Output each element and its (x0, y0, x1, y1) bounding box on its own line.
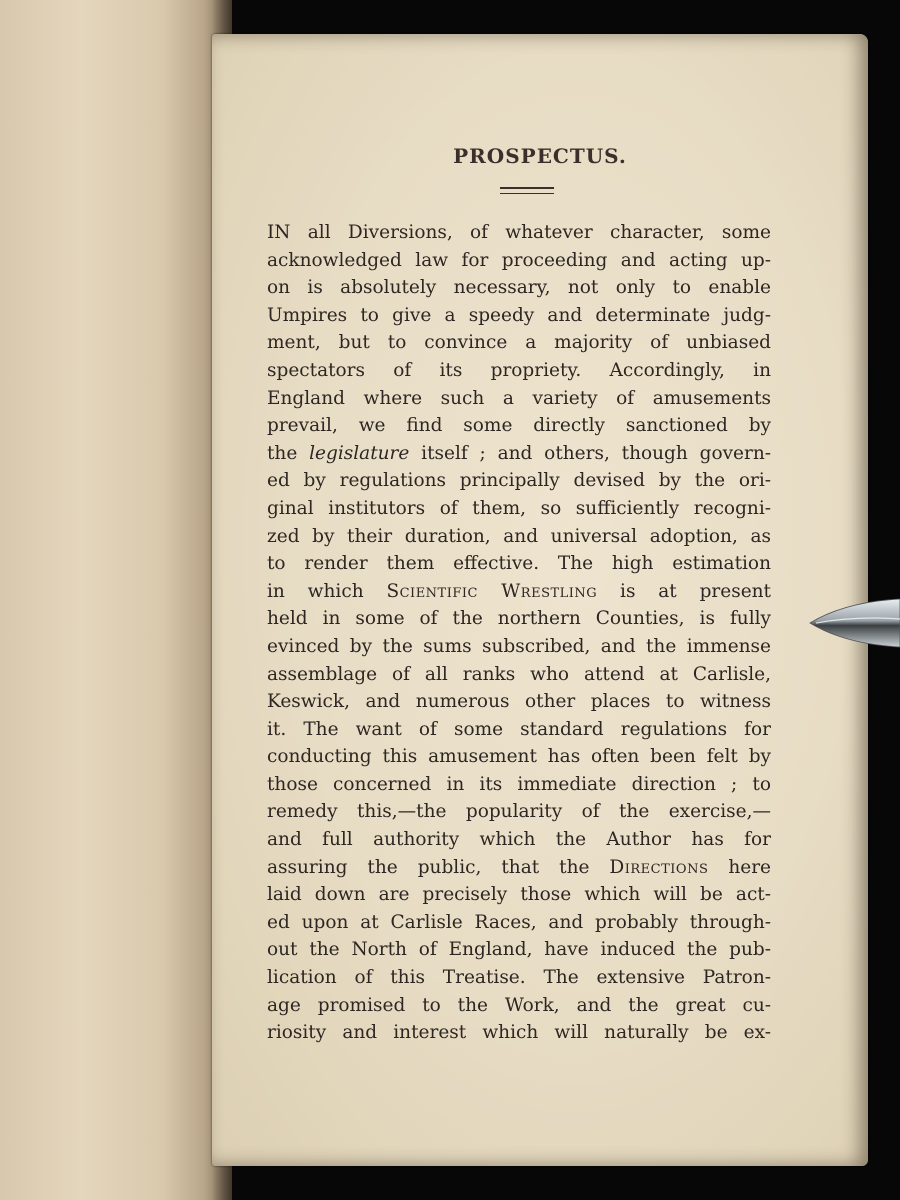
text-line: on is absolutely necessary, not only to enable (267, 277, 771, 299)
text-line: evinced by the sums subscribed, and the immense (267, 635, 771, 657)
text-line: held in some of the northern Counties, is fully (267, 608, 771, 630)
left-page-edge (0, 0, 232, 1200)
title-rule (500, 187, 554, 194)
text-line: it. The want of some standard regulations for (267, 718, 771, 740)
text-segment: is at present (597, 580, 771, 602)
text-line: to render them effective. The high estimation (267, 553, 771, 575)
text-line: riosity and interest which will naturally be ex- (267, 1022, 771, 1044)
prospectus-text (267, 219, 771, 1047)
text-line: ment, but to convince a majority of unbiased (267, 332, 771, 354)
text-segment: in which (267, 580, 387, 602)
italic-word: legislature (309, 442, 410, 464)
text-line: those concerned in its immediate direction ; to (267, 773, 771, 795)
text-line: ginal institutors of them, so sufficiently recogni- (267, 497, 771, 519)
text-line: and full authority which the Author has for (267, 829, 771, 851)
text-segment: assuring the public, that the (267, 856, 610, 878)
text-line: Umpires to give a speedy and determinate judg- (267, 304, 771, 326)
text-line: lication of this Treatise. The extensive Patron- (267, 967, 771, 989)
text-line: ed upon at Carlisle Races, and probably through- (267, 911, 771, 933)
text-line (267, 440, 771, 468)
book-page (212, 34, 868, 1166)
text-line (267, 854, 771, 882)
text-line (267, 578, 771, 606)
text-line: Keswick, and numerous other places to witness (267, 691, 771, 713)
text-segment: the (267, 442, 310, 464)
text-line: ed by regulations principally devised by the ori- (267, 470, 771, 492)
text-line: assemblage of all ranks who attend at Carlisle, (267, 663, 771, 685)
text-line: laid down are precisely those which will be act- (267, 884, 771, 906)
text-line: conducting this amusement has often been felt by (267, 746, 771, 768)
metal-pointer-icon (808, 597, 900, 649)
text-line: remedy this,—the popularity of the exercise,— (267, 801, 771, 823)
text-line: IN all Diversions, of whatever character, some (267, 222, 771, 243)
small-caps-phrase: Scientific Wrestling (386, 580, 598, 602)
text-line: acknowledged law for proceeding and acting up- (267, 249, 771, 271)
text-line: England where such a variety of amusements (267, 387, 771, 409)
text-line: out the North of England, have induced the pub- (267, 939, 771, 961)
text-line: prevail, we find some directly sanctioned by (267, 415, 771, 437)
text-line: zed by their duration, and universal adoption, as (267, 525, 771, 547)
text-line: age promised to the Work, and the great cu- (267, 994, 771, 1016)
text-line: spectators of its propriety. Accordingly, in (267, 359, 771, 381)
text-segment: here (708, 856, 771, 878)
small-caps-word: Directions (609, 856, 709, 878)
text-segment: itself ; and others, though govern- (409, 442, 772, 464)
page-title: PROSPECTUS. (453, 144, 627, 168)
